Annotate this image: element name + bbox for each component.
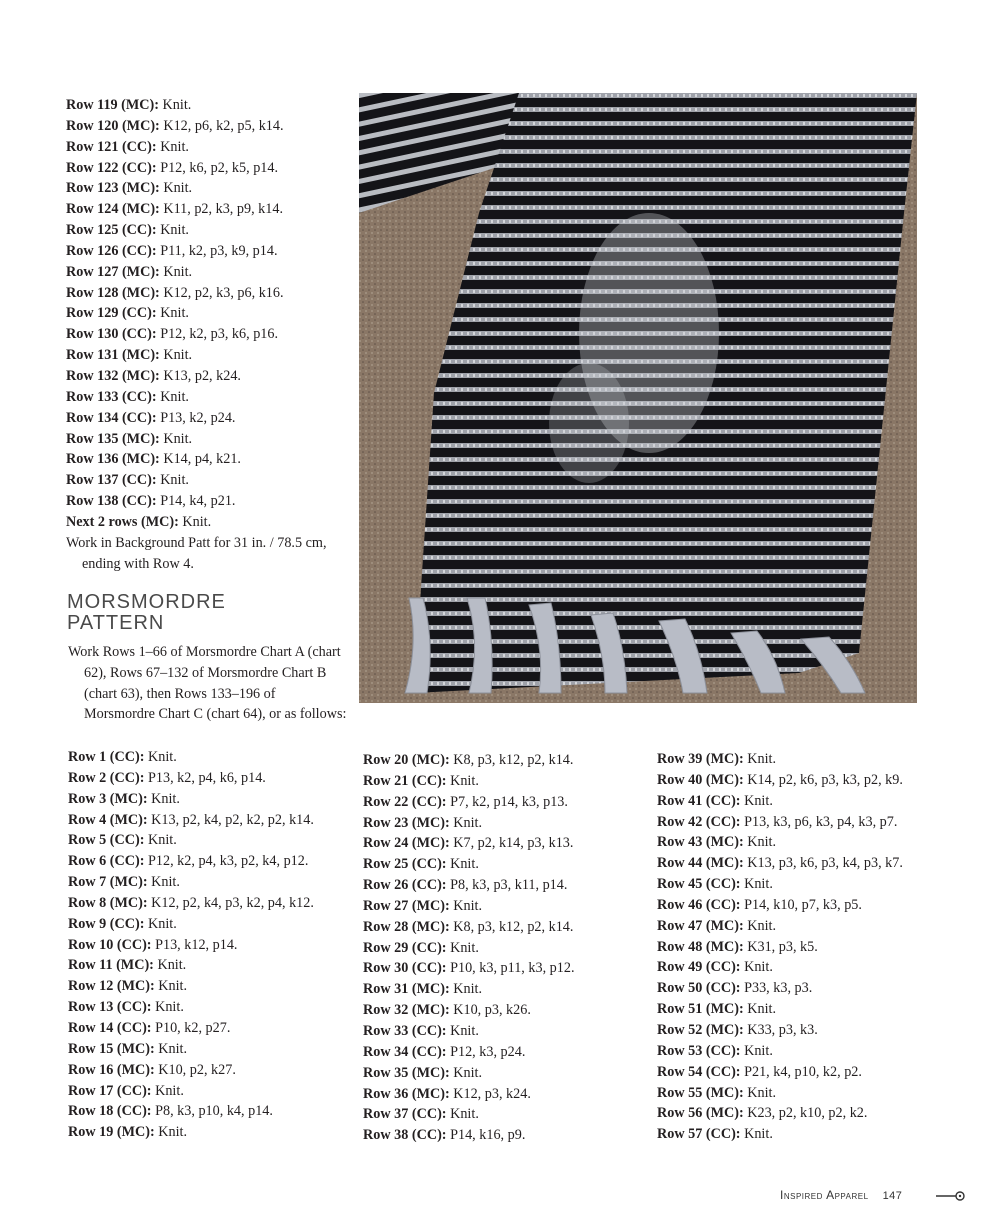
pattern-row	[657, 874, 957, 895]
pattern-row-instruction: P11, k2, p3, k9, p14.	[156, 242, 278, 259]
pattern-row-label: Row 20 (MC):	[363, 752, 450, 768]
pattern-row-label: Row 138 (CC):	[66, 493, 157, 510]
pattern-row	[363, 896, 643, 917]
pattern-row	[66, 303, 356, 324]
pattern-row	[66, 429, 356, 450]
pattern-row	[66, 95, 356, 116]
pattern-row	[66, 158, 356, 179]
pattern-row-label: Row 34 (CC):	[363, 1043, 447, 1060]
pattern-row-label: Row 57 (CC):	[657, 1126, 741, 1143]
pattern-row	[68, 768, 358, 789]
pattern-row-label: Row 48 (MC):	[657, 938, 744, 955]
pattern-row-instruction: P12, k2, p3, k6, p16.	[156, 326, 279, 343]
pattern-row-label: Row 42 (CC):	[657, 813, 741, 830]
pattern-row	[363, 1125, 643, 1146]
pattern-row	[363, 833, 643, 854]
pattern-row	[657, 770, 957, 791]
pattern-row-instruction: K13, p2, k4, p2, k2, p2, k14.	[147, 811, 314, 828]
pattern-row	[657, 749, 957, 770]
pattern-row	[66, 345, 356, 366]
pattern-row	[363, 1000, 643, 1021]
pattern-row	[68, 1081, 358, 1102]
pattern-row-label: Row 120 (MC):	[66, 117, 160, 134]
pattern-row	[363, 1021, 643, 1042]
pattern-row-instruction: Knit.	[449, 897, 483, 914]
pattern-row	[68, 789, 358, 810]
pattern-row-label: Row 25 (CC):	[363, 856, 447, 873]
pattern-row	[363, 1104, 643, 1125]
pattern-row-instruction: K12, p2, k3, p6, k16.	[159, 284, 284, 301]
pattern-row-label: Row 27 (MC):	[363, 897, 450, 914]
pattern-row-instruction: K10, p2, k27.	[154, 1061, 236, 1078]
pattern-row-instruction: Knit.	[446, 772, 479, 789]
pattern-row-label: Row 31 (MC):	[363, 981, 450, 998]
pattern-row-instruction: Knit.	[147, 790, 180, 807]
pattern-row-label: Row 45 (CC):	[657, 876, 741, 893]
pattern-row-instruction: Knit.	[144, 749, 177, 765]
pattern-row-instruction: Knit.	[159, 430, 193, 447]
pattern-row-label: Row 134 (CC):	[66, 409, 157, 426]
pattern-row-instruction: P8, k3, p3, k11, p14.	[446, 877, 568, 894]
pattern-row-label: Row 11 (MC):	[68, 957, 154, 974]
pattern-row-label: Row 4 (MC):	[68, 811, 148, 828]
pattern-row-instruction: K8, p3, k12, p2, k14.	[449, 918, 574, 935]
pattern-row	[363, 917, 643, 938]
pattern-row-label: Row 53 (CC):	[657, 1042, 741, 1059]
pattern-row	[657, 916, 957, 937]
pattern-row	[66, 220, 356, 241]
pattern-row	[66, 387, 356, 408]
pattern-row	[66, 178, 356, 199]
pattern-row-instruction: Knit.	[743, 751, 777, 767]
pattern-row-instruction: Knit.	[178, 513, 212, 530]
pattern-row-label: Row 130 (CC):	[66, 326, 157, 343]
pattern-row-instruction: P12, k3, p24.	[446, 1043, 526, 1060]
pattern-row	[657, 1124, 957, 1145]
pattern-row	[363, 792, 643, 813]
pattern-row	[68, 1122, 358, 1143]
pattern-row	[363, 813, 643, 834]
pattern-row-label: Row 19 (MC):	[68, 1124, 155, 1141]
pattern-row-label: Row 38 (CC):	[363, 1127, 447, 1144]
pattern-row-instruction: Knit.	[159, 180, 193, 197]
pattern-row-instruction: Knit.	[446, 1022, 479, 1039]
pattern-row-instruction: P13, k12, p14.	[151, 936, 238, 953]
pattern-row-label: Row 24 (MC):	[363, 835, 450, 852]
pattern-row-instruction: Knit.	[449, 1064, 483, 1081]
pattern-row-instruction: K12, p2, k4, p3, k2, p4, k12.	[147, 894, 314, 911]
pattern-row	[68, 747, 358, 768]
pattern-row-label: Row 6 (CC):	[68, 853, 145, 870]
pattern-row	[657, 978, 957, 999]
pattern-row	[363, 771, 643, 792]
page-number: 147	[882, 1190, 903, 1202]
section-heading-line2: PATTERN	[67, 612, 165, 634]
pattern-column-3	[657, 749, 957, 1145]
pattern-row-label: Row 36 (MC):	[363, 1085, 450, 1102]
pattern-row-instruction: K12, p6, k2, p5, k14.	[159, 117, 284, 134]
pattern-row-instruction: Knit.	[159, 347, 193, 364]
pattern-row-label: Row 55 (MC):	[657, 1084, 744, 1101]
pattern-row-instruction: Knit.	[446, 856, 479, 873]
pattern-row-instruction: K8, p3, k12, p2, k14.	[449, 752, 574, 768]
pattern-row	[657, 1103, 957, 1124]
pattern-row	[68, 1018, 358, 1039]
background-note	[66, 533, 336, 575]
pattern-row-label: Row 12 (MC):	[68, 978, 155, 995]
pattern-row	[66, 491, 356, 512]
section-heading	[67, 592, 226, 634]
pattern-row	[657, 957, 957, 978]
pattern-row-label: Row 1 (CC):	[68, 749, 145, 765]
pattern-row	[66, 366, 356, 387]
pattern-row	[657, 1020, 957, 1041]
pattern-row-label: Row 33 (CC):	[363, 1022, 447, 1039]
pattern-row-label: Row 137 (CC):	[66, 472, 157, 489]
pattern-row	[68, 997, 358, 1018]
pattern-row-instruction: P7, k2, p14, k3, p13.	[446, 793, 568, 810]
pattern-row-instruction: K14, p4, k21.	[159, 451, 241, 468]
pattern-row	[68, 976, 358, 997]
pattern-row-instruction: Knit.	[151, 999, 184, 1016]
pattern-column-left-top	[66, 95, 356, 533]
section-heading-line1: MORSMORDRE	[67, 591, 226, 613]
pattern-row-instruction: Knit.	[159, 97, 192, 113]
pattern-row-instruction: Knit.	[156, 138, 189, 155]
pattern-row-label: Row 43 (MC):	[657, 834, 744, 851]
pattern-row-label: Row 56 (MC):	[657, 1105, 744, 1122]
pattern-row	[68, 851, 358, 872]
pattern-row-instruction: Knit.	[154, 1040, 188, 1057]
pattern-row-instruction: Knit.	[156, 472, 189, 489]
pattern-row	[66, 241, 356, 262]
pattern-row-label: Row 9 (CC):	[68, 915, 145, 932]
pattern-row-label: Row 21 (CC):	[363, 772, 447, 789]
pattern-row-instruction: K13, p3, k6, p3, k4, p3, k7.	[743, 855, 903, 872]
pattern-row-label: Row 126 (CC):	[66, 242, 157, 259]
pattern-row	[66, 199, 356, 220]
pattern-row-label: Row 49 (CC):	[657, 959, 741, 976]
pattern-row-instruction: Knit.	[743, 917, 777, 934]
pattern-row-label: Row 39 (MC):	[657, 751, 744, 767]
pattern-column-1	[68, 747, 358, 1143]
pattern-row-instruction: P14, k10, p7, k3, p5.	[740, 896, 862, 913]
pattern-row-label: Row 5 (CC):	[68, 832, 145, 849]
pattern-row-instruction: Knit.	[154, 978, 188, 995]
pattern-row-instruction: K10, p3, k26.	[449, 1002, 531, 1019]
pattern-row-instruction: P13, k2, p24.	[156, 409, 236, 426]
pattern-row	[657, 1083, 957, 1104]
pattern-row	[363, 1063, 643, 1084]
pattern-row	[363, 875, 643, 896]
pattern-row-label: Row 3 (MC):	[68, 790, 148, 807]
pattern-row-label: Row 23 (MC):	[363, 814, 450, 831]
pattern-row-instruction: Knit.	[740, 792, 773, 809]
pattern-row-instruction: P10, k2, p27.	[151, 1019, 231, 1036]
pattern-row-label: Row 28 (MC):	[363, 918, 450, 935]
pattern-intro	[68, 642, 348, 725]
pattern-row	[66, 449, 356, 470]
pattern-row	[68, 914, 358, 935]
pattern-row	[68, 810, 358, 831]
pattern-row-instruction: Knit.	[144, 832, 177, 849]
pattern-row	[66, 324, 356, 345]
pattern-row-instruction: Knit.	[743, 1001, 777, 1018]
pattern-row-instruction: P33, k3, p3.	[740, 980, 813, 997]
scarf-photo	[359, 93, 917, 703]
pattern-row	[68, 955, 358, 976]
pattern-row-label: Row 47 (MC):	[657, 917, 744, 934]
pattern-row	[363, 1042, 643, 1063]
pattern-row-label: Row 40 (MC):	[657, 771, 744, 788]
page-footer	[780, 1188, 902, 1202]
pattern-row-label: Row 131 (MC):	[66, 347, 160, 364]
pattern-row-instruction: Knit.	[740, 876, 773, 893]
pattern-row-instruction: Knit.	[743, 834, 777, 851]
pattern-row-label: Row 35 (MC):	[363, 1064, 450, 1081]
pattern-row-label: Row 51 (MC):	[657, 1001, 744, 1018]
chapter-ornament-icon	[936, 1189, 966, 1208]
pattern-row-label: Row 135 (MC):	[66, 430, 160, 447]
pattern-row	[66, 283, 356, 304]
pattern-row-instruction: K33, p3, k3.	[743, 1021, 818, 1038]
pattern-row	[68, 1060, 358, 1081]
pattern-row-instruction: P12, k2, p4, k3, p2, k4, p12.	[144, 853, 309, 870]
pattern-row-label: Row 50 (CC):	[657, 980, 741, 997]
pattern-row-label: Row 123 (MC):	[66, 180, 160, 197]
pattern-row-instruction: K13, p2, k24.	[159, 367, 241, 384]
scarf-photo-illustration	[359, 93, 917, 703]
pattern-row-instruction: Knit.	[740, 1126, 773, 1143]
pattern-row-instruction: P13, k3, p6, k3, p4, k3, p7.	[740, 813, 898, 830]
pattern-row-label: Row 119 (MC):	[66, 97, 159, 113]
pattern-row-label: Row 125 (CC):	[66, 222, 157, 239]
pattern-row	[657, 895, 957, 916]
pattern-row-instruction: Knit.	[740, 959, 773, 976]
pattern-row	[363, 750, 643, 771]
pattern-row	[68, 893, 358, 914]
pattern-row-label: Row 133 (CC):	[66, 388, 157, 405]
pattern-row-label: Row 52 (MC):	[657, 1021, 744, 1038]
pattern-row-label: Row 44 (MC):	[657, 855, 744, 872]
pattern-row	[66, 512, 356, 533]
pattern-row-instruction: Knit.	[446, 939, 479, 956]
pattern-row-label: Row 2 (CC):	[68, 769, 145, 786]
pattern-row-instruction: Knit.	[151, 1082, 184, 1099]
pattern-row	[657, 999, 957, 1020]
pattern-row-instruction: Knit.	[153, 957, 187, 974]
pattern-row-label: Row 136 (MC):	[66, 451, 160, 468]
pattern-row	[68, 1039, 358, 1060]
pattern-row	[363, 938, 643, 959]
pattern-row-instruction: K14, p2, k6, p3, k3, p2, k9.	[743, 771, 903, 788]
pattern-row-instruction: Knit.	[449, 981, 483, 998]
pattern-row	[66, 408, 356, 429]
pattern-row-label: Row 37 (CC):	[363, 1106, 447, 1123]
pattern-row-instruction: P8, k3, p10, k4, p14.	[151, 1103, 273, 1120]
pattern-row-label: Row 22 (CC):	[363, 793, 447, 810]
pattern-row-label: Row 8 (MC):	[68, 894, 148, 911]
pattern-intro-text: Work Rows 1–66 of Morsmordre Chart A (chart 62), Rows 67–132 of Morsmordre Chart B (chart 63), then Rows 133–196 of Morsmordre Chart C (chart 64), or as follows:	[68, 644, 347, 723]
pattern-row-label: Row 10 (CC):	[68, 936, 152, 953]
pattern-row	[68, 935, 358, 956]
pattern-row-label: Row 129 (CC):	[66, 305, 157, 322]
pattern-row-label: Row 13 (CC):	[68, 999, 152, 1016]
pattern-row	[66, 262, 356, 283]
background-note-text: Work in Background Patt for 31 in. / 78.5 cm, ending with Row 4.	[66, 535, 327, 572]
pattern-row-instruction: K11, p2, k3, p9, k14.	[159, 201, 284, 218]
pattern-row	[657, 853, 957, 874]
pattern-row-label: Row 41 (CC):	[657, 792, 741, 809]
pattern-row	[363, 979, 643, 1000]
pattern-row-label: Row 128 (MC):	[66, 284, 160, 301]
pattern-row	[657, 1062, 957, 1083]
pattern-column-2	[363, 750, 643, 1146]
pattern-row	[363, 1084, 643, 1105]
pattern-row	[68, 830, 358, 851]
pattern-row	[657, 832, 957, 853]
pattern-row-instruction: K7, p2, k14, p3, k13.	[449, 835, 574, 852]
pattern-row-instruction: P14, k4, p21.	[156, 493, 236, 510]
pattern-row-label: Row 30 (CC):	[363, 960, 447, 977]
pattern-row-instruction: Knit.	[743, 1084, 777, 1101]
pattern-row-instruction: P14, k16, p9.	[446, 1127, 526, 1144]
pattern-row-instruction: Knit.	[159, 263, 193, 280]
pattern-row-label: Row 127 (MC):	[66, 263, 160, 280]
pattern-row-label: Row 122 (CC):	[66, 159, 157, 176]
pattern-row-label: Row 26 (CC):	[363, 877, 447, 894]
pattern-row	[66, 470, 356, 491]
pattern-row	[363, 854, 643, 875]
pattern-row-instruction: Knit.	[154, 1124, 188, 1141]
pattern-row-instruction: K31, p3, k5.	[743, 938, 818, 955]
pattern-row	[657, 937, 957, 958]
pattern-row-instruction: Knit.	[446, 1106, 479, 1123]
pattern-row	[66, 116, 356, 137]
pattern-row-label: Row 132 (MC):	[66, 367, 160, 384]
pattern-row	[657, 791, 957, 812]
footer-section-title: Inspired Apparel	[780, 1188, 869, 1202]
pattern-row-label: Row 54 (CC):	[657, 1063, 741, 1080]
pattern-row	[363, 958, 643, 979]
pattern-row	[657, 812, 957, 833]
pattern-row-label: Row 32 (MC):	[363, 1002, 450, 1019]
pattern-row	[68, 1101, 358, 1122]
pattern-row-label: Next 2 rows (MC):	[66, 513, 179, 530]
pattern-row-label: Row 16 (MC):	[68, 1061, 155, 1078]
pattern-row-instruction: Knit.	[147, 874, 180, 891]
pattern-row-label: Row 18 (CC):	[68, 1103, 152, 1120]
pattern-row-instruction: P13, k2, p4, k6, p14.	[144, 769, 266, 786]
pattern-row-label: Row 17 (CC):	[68, 1082, 152, 1099]
pattern-row-instruction: Knit.	[144, 915, 177, 932]
pattern-row-instruction: Knit.	[156, 222, 189, 239]
pattern-row-label: Row 7 (MC):	[68, 874, 148, 891]
pattern-row-instruction: P10, k3, p11, k3, p12.	[446, 960, 575, 977]
pattern-row	[68, 872, 358, 893]
pattern-row-label: Row 29 (CC):	[363, 939, 447, 956]
pattern-row	[66, 137, 356, 158]
pattern-row-instruction: Knit.	[156, 388, 189, 405]
pattern-row-label: Row 46 (CC):	[657, 896, 741, 913]
pattern-row-label: Row 124 (MC):	[66, 201, 160, 218]
pattern-row	[657, 1041, 957, 1062]
pattern-row-instruction: Knit.	[740, 1042, 773, 1059]
pattern-row-instruction: P21, k4, p10, k2, p2.	[740, 1063, 862, 1080]
pattern-row-instruction: K12, p3, k24.	[449, 1085, 531, 1102]
pattern-row-instruction: K23, p2, k10, p2, k2.	[743, 1105, 868, 1122]
pattern-row-instruction: Knit.	[156, 305, 189, 322]
pattern-row-label: Row 14 (CC):	[68, 1019, 152, 1036]
pattern-row-instruction: Knit.	[449, 814, 483, 831]
pattern-row-instruction: P12, k6, p2, k5, p14.	[156, 159, 279, 176]
pattern-row-label: Row 121 (CC):	[66, 138, 157, 155]
pattern-row-label: Row 15 (MC):	[68, 1040, 155, 1057]
